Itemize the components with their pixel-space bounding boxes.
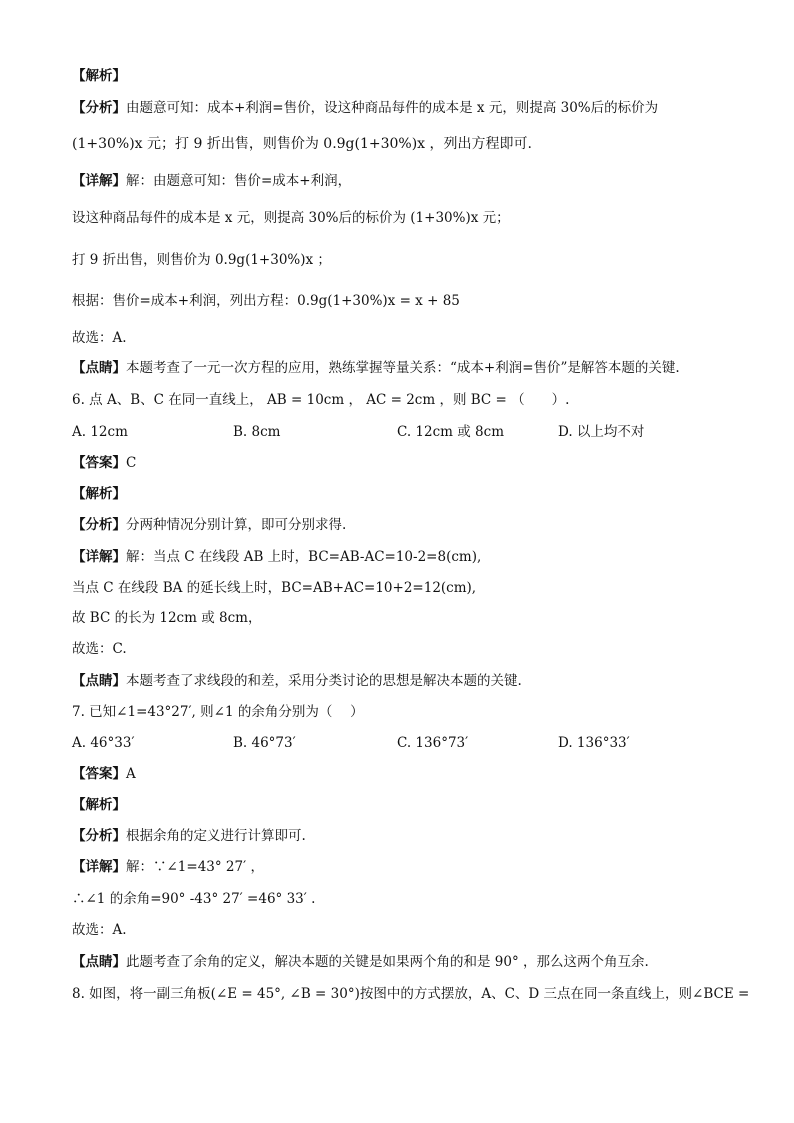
q7-guxuan: 故选：A.: [72, 922, 127, 938]
q7-option-a: A. 46°33′: [72, 735, 135, 751]
q7-answer: 【答案】A: [72, 766, 136, 782]
q6-jiexi-heading: 【解析】: [72, 486, 126, 502]
q7-option-d: D. 136°33′: [558, 735, 630, 751]
q6-xiangjie-line-3: 故 BC 的长为 12cm 或 8cm，: [72, 610, 262, 626]
q5-xiangjie-line-1: 【详解】解：由题意可知：售价=成本+利润，: [72, 173, 352, 189]
q7-xiangjie-line-1: 【详解】解：∵∠1=43° 27′ ，: [72, 859, 264, 875]
q6-guxuan: 故选：C.: [72, 641, 127, 657]
q5-fenxi-line-2: (1+30%)x 元；打 9 折出售，则售价为 0.9g(1+30%)x ，列出方程即可.: [72, 136, 532, 152]
q7-xiangjie-line-2: ∴∠1 的余角=90° -43° 27′ =46° 33′ .: [72, 891, 316, 907]
q7-fenxi: 【分析】根据余角的定义进行计算即可.: [72, 828, 306, 844]
q5-xiangjie-line-4: 根据：售价=成本+利润，列出方程：0.9g(1+30%)x = x + 85: [72, 293, 460, 309]
jiexi-heading: 【解析】: [72, 68, 126, 84]
q6-answer: 【答案】C: [72, 455, 137, 471]
q7-jiexi-heading: 【解析】: [72, 797, 126, 813]
q6-option-a: A. 12cm: [72, 424, 128, 440]
q5-guxuan: 故选：A.: [72, 330, 127, 346]
q6-option-b: B. 8cm: [233, 424, 281, 440]
q6-xiangjie-line-1: 【详解】解：当点 C 在线段 AB 上时，BC=AB-AC=10-2=8(cm),: [72, 549, 482, 565]
q5-fenxi-line-1: 【分析】由题意可知：成本+利润=售价，设这种商品每件的成本是 x 元，则提高 30%后的标价为: [72, 100, 659, 116]
q6-dianjing: 【点睛】本题考查了求线段的和差，采用分类讨论的思想是解决本题的关键.: [72, 673, 522, 689]
q5-dianjing: 【点睛】本题考查了一元一次方程的应用，熟练掌握等量关系：“成本+利润=售价”是解答本题的关键.: [72, 360, 680, 376]
q6-stem: 6. 点 A、B、C 在同一直线上， AB = 10cm ， AC = 2cm ，则 BC = （ ）.: [72, 392, 570, 408]
q6-option-d: D. 以上均不对: [558, 424, 645, 440]
q8-stem: 8. 如图，将一副三角板(∠E = 45°, ∠B = 30°)按图中的方式摆放，A、C、D 三点在同一条直线上，则∠BCE =: [72, 986, 750, 1002]
q6-xiangjie-line-2: 当点 C 在线段 BA 的延长线上时，BC=AB+AC=10+2=12(cm),: [72, 580, 477, 596]
q7-stem: 7. 已知∠1=43°27′, 则∠1 的余角分别为（ ）: [72, 704, 364, 720]
q5-xiangjie-line-2: 设这种商品每件的成本是 x 元，则提高 30%后的标价为 (1+30%)x 元；: [72, 210, 510, 226]
q5-xiangjie-line-3: 打 9 折出售，则售价为 0.9g(1+30%)x ；: [72, 252, 331, 268]
q7-option-b: B. 46°73′: [233, 735, 296, 751]
q6-fenxi: 【分析】分两种情况分别计算，即可分别求得.: [72, 517, 347, 533]
q6-option-c: C. 12cm 或 8cm: [397, 424, 505, 440]
q7-dianjing: 【点睛】此题考查了余角的定义，解决本题的关键是如果两个角的和是 90° ，那么这两个角互余.: [72, 954, 649, 970]
q7-option-c: C. 136°73′: [397, 735, 469, 751]
